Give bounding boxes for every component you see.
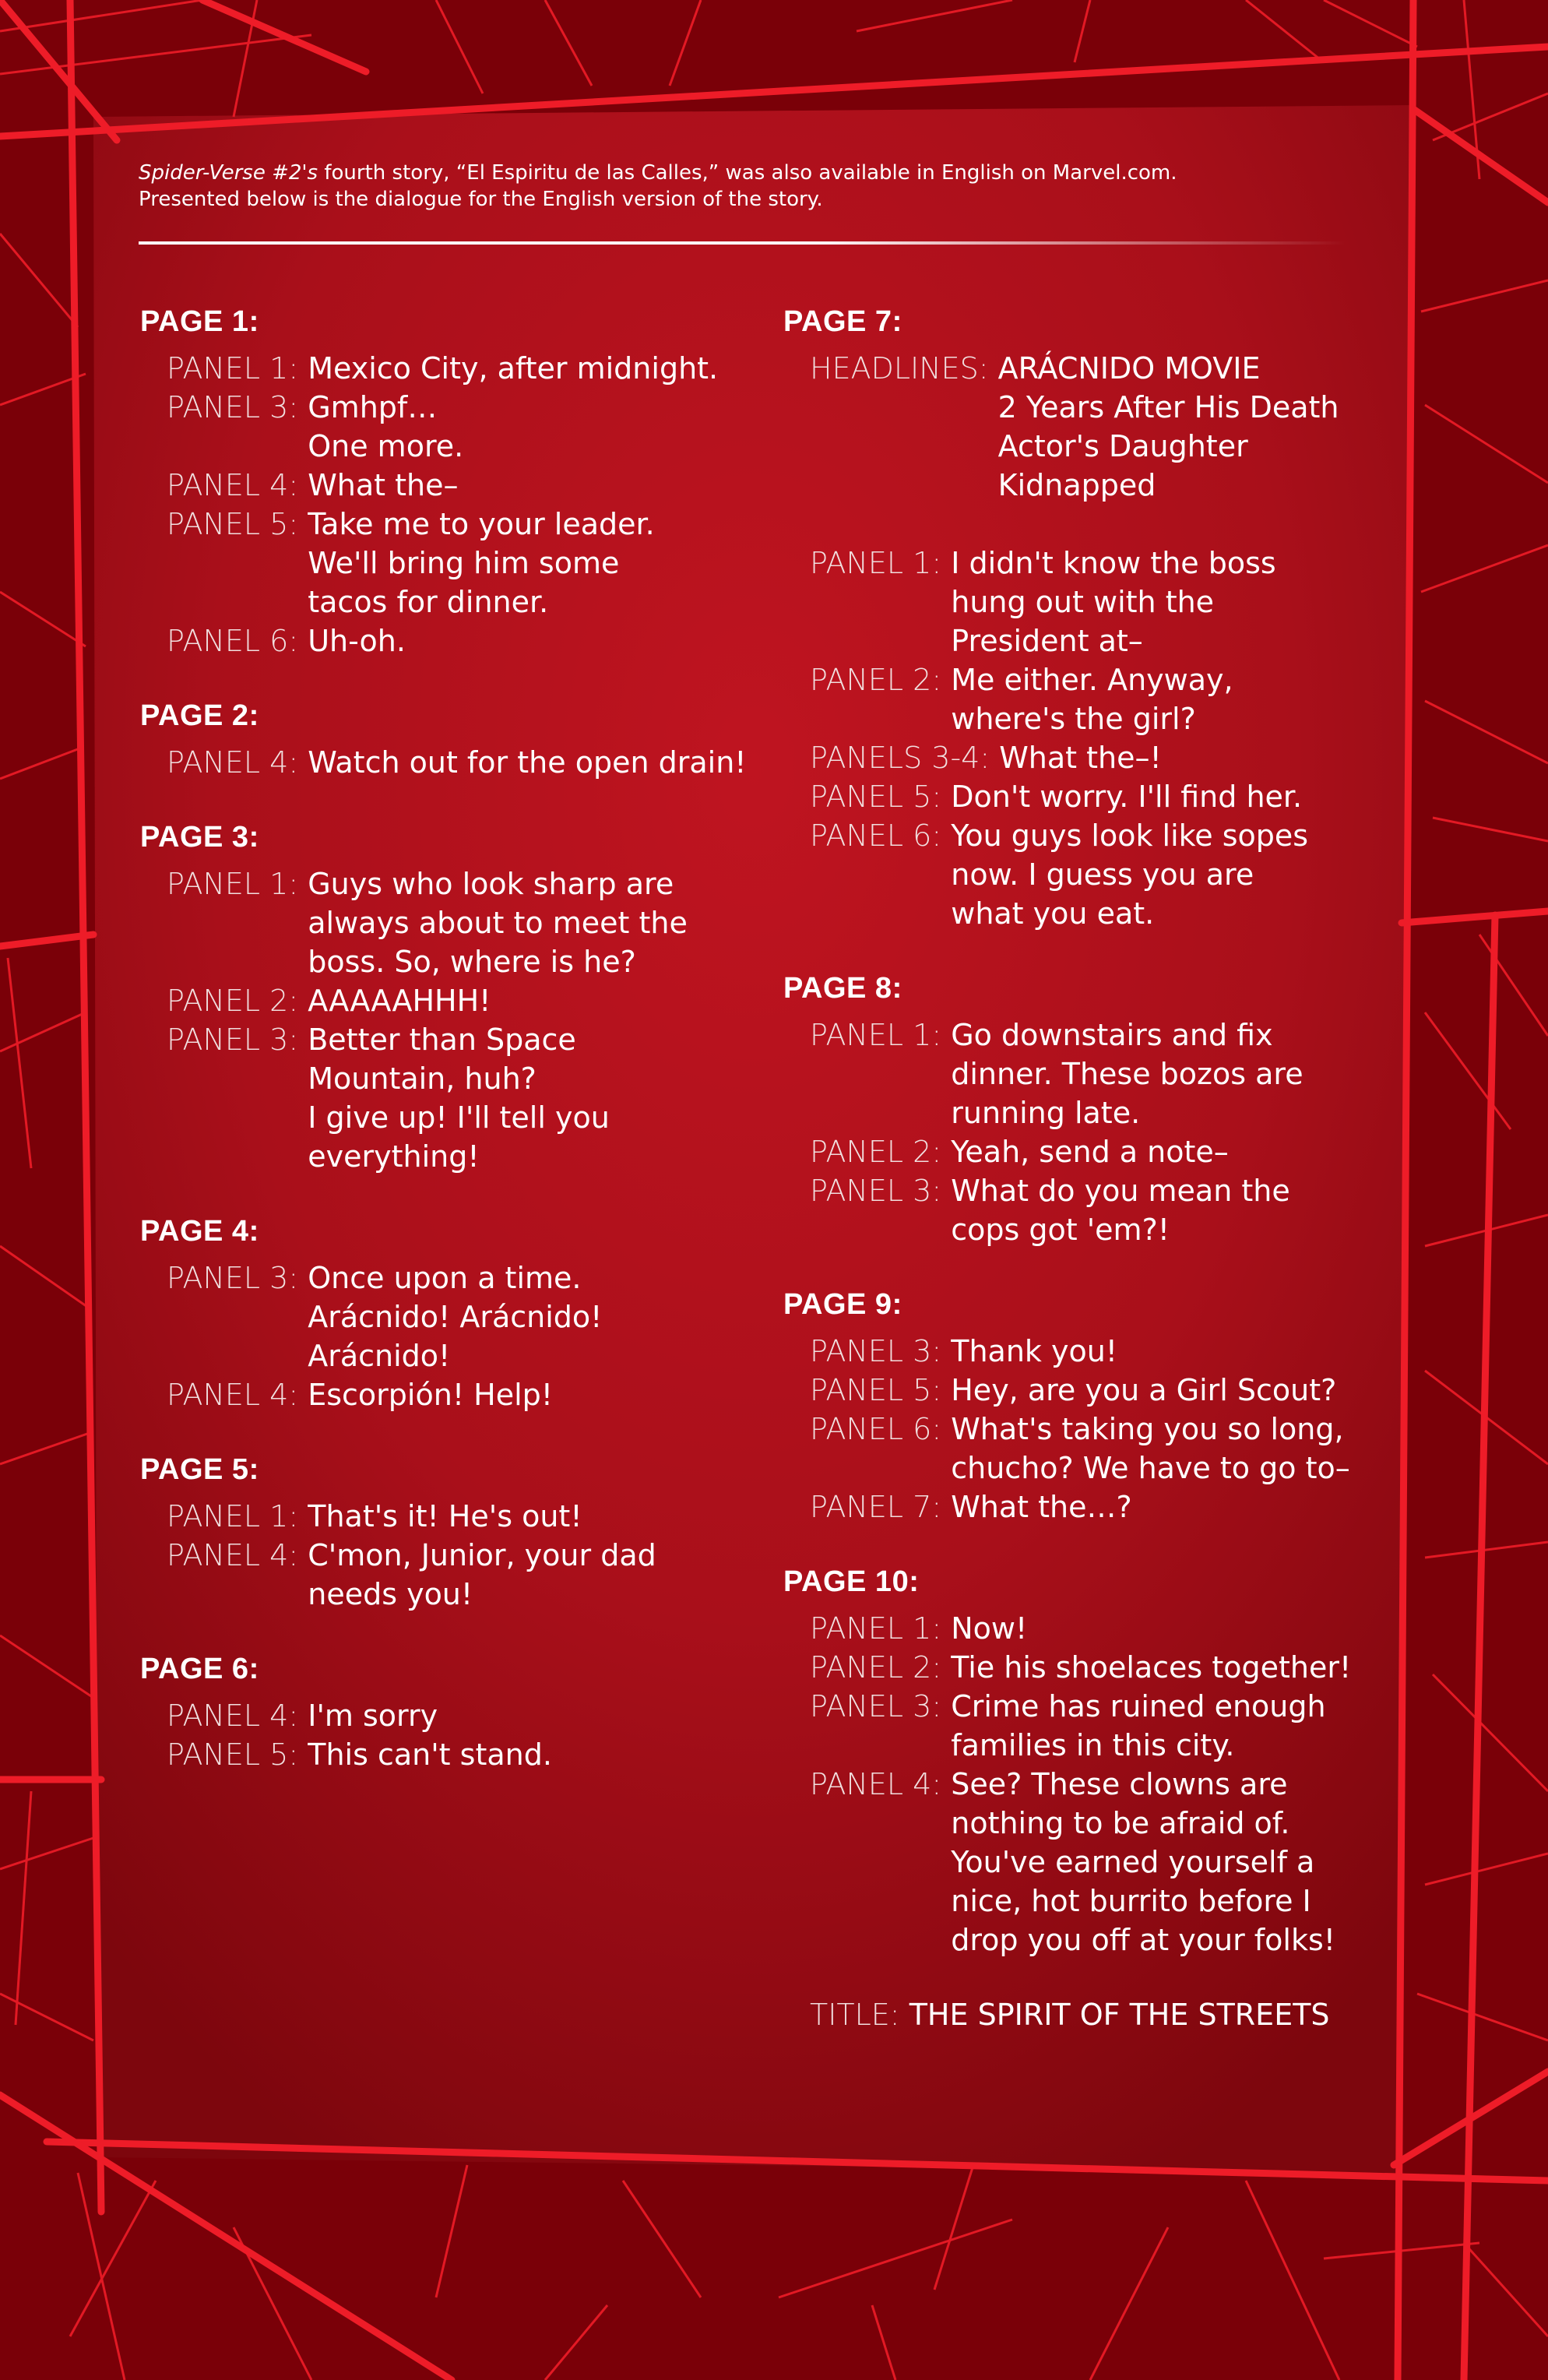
panel-label: PANEL 5: (810, 1373, 952, 1407)
dialogue-text: See? These clowns are nothing to be afraid of. You've earned yourself a nice, hot burrito before I drop you off at your folks! (951, 1767, 1336, 1957)
panel-label: PANEL 4: (167, 1378, 308, 1412)
dialogue-text: This can't stand. (308, 1737, 552, 1772)
page-heading: PAGE 7: (783, 305, 902, 338)
dialogue-entry (810, 1171, 1437, 1249)
dialogue-text: Uh-oh. (308, 624, 406, 658)
dialogue-text: Don't worry. I'll find her. (951, 780, 1303, 814)
panel-label: PANEL 2: (810, 1650, 952, 1685)
panel-label: PANEL 1: (810, 1018, 952, 1052)
page-heading: PAGE 1: (140, 305, 259, 338)
panel-label: PANEL 4: (810, 1767, 952, 1801)
dialogue-text: Watch out for the open drain! (308, 745, 747, 780)
dialogue-entry (167, 1375, 794, 1414)
dialogue-text: Thank you! (951, 1334, 1118, 1368)
dialogue-text: I'm sorry (308, 1699, 438, 1733)
dialogue-entry (167, 743, 794, 782)
dialogue-entry (810, 1132, 1437, 1171)
headlines-entry (810, 349, 1437, 505)
dialogue-text: C'mon, Junior, your dad needs you! (308, 1538, 656, 1611)
dialogue-text: What the–! (999, 741, 1162, 775)
page-section (783, 1285, 1437, 1526)
intro-line-1-text: fourth story, “El Espiritu de las Calles,” was also available in English on Marvel.com. (318, 161, 1177, 185)
dialogue-entry (167, 349, 794, 388)
page-section (783, 969, 1437, 1249)
intro-divider (139, 241, 1346, 245)
intro-line-2: Presented below is the dialogue for the English version of the story. (139, 188, 823, 211)
dialogue-entry (167, 466, 794, 505)
dialogue-entry (167, 1696, 794, 1735)
panel-label: PANEL 6: (167, 624, 308, 658)
page-heading: PAGE 4: (140, 1215, 259, 1248)
panel-label: PANEL 3: (810, 1334, 952, 1368)
page-section (140, 1450, 794, 1614)
dialogue-entry (167, 864, 794, 981)
dialogue-entry (810, 1609, 1437, 1648)
page-heading: PAGE 6: (140, 1653, 259, 1685)
page-heading: PAGE 2: (140, 699, 259, 732)
panel-label: PANEL 6: (810, 819, 952, 853)
dialogue-entry (810, 1016, 1437, 1132)
dialogue-entry (167, 505, 794, 621)
intro-note (139, 160, 1353, 213)
dialogue-entry (167, 1020, 794, 1176)
dialogue-entry (810, 1488, 1437, 1526)
dialogue-text: Tie his shoelaces together! (951, 1650, 1352, 1685)
dialogue-entry (810, 1332, 1437, 1371)
panel-label: PANEL 3: (167, 390, 308, 424)
headlines-label: HEADLINES: (810, 351, 998, 386)
title-text: THE SPIRIT OF THE STREETS (909, 1998, 1330, 2032)
page-section (140, 1649, 794, 1774)
dialogue-entry (167, 1259, 794, 1375)
dialogue-text: Mexico City, after midnight. (308, 351, 719, 386)
panel-label: PANEL 2: (810, 1135, 952, 1169)
dialogue-text: Guys who look sharp are always about to meet the boss. So, where is he? (308, 867, 688, 979)
dialogue-entry (167, 621, 794, 660)
dialogue-entry (167, 388, 794, 466)
dialogue-text: Escorpión! Help! (308, 1378, 553, 1412)
intro-line-1 (139, 160, 1353, 186)
page-section (140, 818, 794, 1176)
right-sections (783, 969, 1437, 1959)
dialogue-entry (167, 1536, 794, 1614)
spacer (783, 505, 1437, 544)
panel-label: PANEL 4: (167, 468, 308, 502)
dialogue-entry (810, 544, 1437, 660)
dialogue-entry (810, 738, 1437, 777)
page-heading: PAGE 5: (140, 1453, 259, 1486)
dialogue-text: Once upon a time. Arácnido! Arácnido! Arácnido! (308, 1261, 603, 1373)
page-heading: PAGE 10: (783, 1565, 920, 1598)
panel-label: PANEL 2: (810, 663, 952, 697)
dialogue-text: I didn't know the boss hung out with the President at– (951, 546, 1276, 658)
dialogue-entry (810, 1410, 1437, 1488)
dialogue-entry (810, 1371, 1437, 1410)
panel-label: PANEL 4: (167, 1699, 308, 1733)
dialogue-text: Me either. Anyway, where's the girl? (951, 663, 1233, 736)
page-heading: PAGE 3: (140, 821, 259, 854)
dialogue-entry (167, 1497, 794, 1536)
panel-label: PANEL 1: (167, 867, 308, 901)
dialogue-text: Take me to your leader. We'll bring him some tacos for dinner. (308, 507, 655, 619)
dialogue-text: What the– (308, 468, 459, 502)
panel-label: PANEL 7: (810, 1490, 952, 1524)
panel-label: PANEL 1: (810, 546, 952, 580)
dialogue-text: Yeah, send a note– (951, 1135, 1229, 1169)
panel-label: PANEL 3: (810, 1174, 952, 1208)
panel-label: PANELS 3-4: (810, 741, 1000, 775)
page-section (140, 1212, 794, 1414)
left-column (140, 302, 794, 1810)
dialogue-text: Now! (951, 1611, 1028, 1646)
panel-label: PANEL 3: (810, 1689, 952, 1723)
dialogue-entry (810, 777, 1437, 816)
title-entry (810, 1995, 1437, 2034)
panel-label: PANEL 3: (167, 1261, 308, 1295)
page-heading: PAGE 8: (783, 972, 902, 1005)
panel-label: PANEL 3: (167, 1023, 308, 1057)
dialogue-entry (167, 981, 794, 1020)
panel-label: PANEL 1: (810, 1611, 952, 1646)
dialogue-text: Gmhpf… One more. (308, 390, 464, 463)
dialogue-entry (810, 1687, 1437, 1765)
dialogue-text: That's it! He's out! (308, 1499, 582, 1533)
page-7-entries (783, 544, 1437, 933)
dialogue-text: Go downstairs and fix dinner. These bozos are running late. (951, 1018, 1303, 1130)
page-section (140, 302, 794, 660)
dialogue-text: AAAAAHHH! (308, 984, 491, 1018)
intro-series-title: Spider-Verse #2's (139, 161, 318, 185)
panel-label: PANEL 4: (167, 1538, 308, 1572)
dialogue-text: What do you mean the cops got 'em?! (951, 1174, 1290, 1247)
dialogue-entry (810, 660, 1437, 738)
dialogue-text: What's taking you so long, chucho? We have to go to– (951, 1412, 1350, 1485)
panel-label: PANEL 1: (167, 351, 308, 386)
page-heading: PAGE 9: (783, 1288, 902, 1321)
page-section (783, 1562, 1437, 1959)
dialogue-entry (810, 1765, 1437, 1959)
panel-label: PANEL 2: (167, 984, 308, 1018)
panel-label: PANEL 5: (167, 507, 308, 541)
title-label: TITLE: (810, 1998, 909, 2032)
panel-label: PANEL 5: (810, 780, 952, 814)
panel-label: PANEL 6: (810, 1412, 952, 1446)
dialogue-entry (167, 1735, 794, 1774)
dialogue-text: You guys look like sopes now. I guess you are what you eat. (951, 819, 1309, 931)
dialogue-entry (810, 816, 1437, 933)
dialogue-text: Crime has ruined enough families in this city. (951, 1689, 1326, 1762)
dialogue-text: Better than Space Mountain, huh? I give up! I'll tell you everything! (308, 1023, 610, 1174)
headlines-text: ARÁCNIDO MOVIE 2 Years After His Death Actor's Daughter Kidnapped (997, 351, 1339, 502)
dialogue-text: Hey, are you a Girl Scout? (951, 1373, 1337, 1407)
page-section (140, 696, 794, 782)
page-section (783, 302, 1437, 933)
panel-label: PANEL 4: (167, 745, 308, 780)
dialogue-text: What the…? (951, 1490, 1132, 1524)
panel-label: PANEL 5: (167, 1737, 308, 1772)
dialogue-entry (810, 1648, 1437, 1687)
panel-label: PANEL 1: (167, 1499, 308, 1533)
right-column (783, 302, 1437, 2034)
